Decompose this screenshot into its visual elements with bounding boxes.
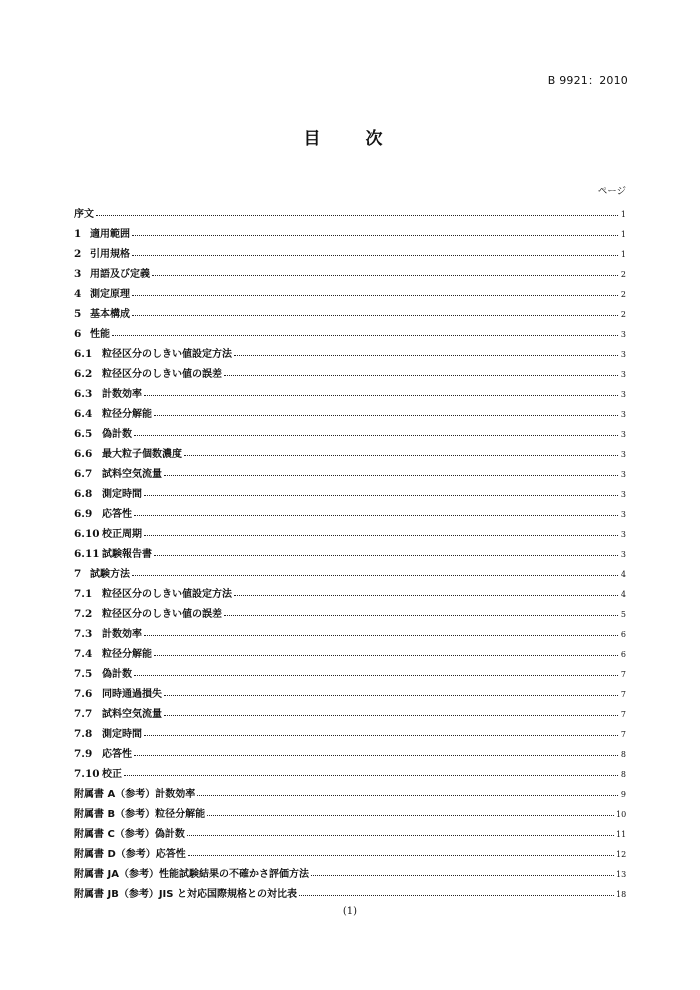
toc-entry-number: 7.7 xyxy=(74,708,93,720)
toc-entry-title: 偽計数 xyxy=(102,669,132,680)
toc-entry[interactable] xyxy=(74,820,626,840)
toc-entry-title: 試験方法 xyxy=(90,569,130,580)
toc-entry[interactable] xyxy=(74,240,626,260)
toc-entry-page: 2 xyxy=(620,290,626,299)
toc-entry-number: 2 xyxy=(74,248,82,260)
toc-entry-page: 6 xyxy=(620,650,626,659)
toc-entry[interactable] xyxy=(74,600,626,620)
dot-leader xyxy=(299,895,614,896)
toc-entry[interactable] xyxy=(74,780,626,800)
toc-entry-page: 5 xyxy=(620,610,626,619)
toc-entry[interactable] xyxy=(74,860,626,880)
toc-entry[interactable] xyxy=(74,660,626,680)
toc-entry-title: 校正 xyxy=(102,769,122,780)
dot-leader xyxy=(144,635,618,636)
toc-entry-title: 計数効率 xyxy=(102,389,142,400)
toc-entry-page: 9 xyxy=(620,790,626,799)
toc-entry-number: 7.6 xyxy=(74,688,93,700)
toc-entry-title: 用語及び定義 xyxy=(90,269,150,280)
toc-entry-number: 7.8 xyxy=(74,728,93,740)
toc-entry-number: 6.7 xyxy=(74,468,93,480)
toc-entry-title: 同時通過損失 xyxy=(102,689,162,700)
toc-entry[interactable] xyxy=(74,260,626,280)
toc-entry-number: 7.5 xyxy=(74,668,93,680)
dot-leader xyxy=(152,275,618,276)
toc-entry-page: 7 xyxy=(620,690,626,699)
toc-entry[interactable] xyxy=(74,720,626,740)
document-number: B 9921：2010 xyxy=(547,74,628,87)
toc-entry-number: 6.3 xyxy=(74,388,93,400)
dot-leader xyxy=(132,315,618,316)
dot-leader xyxy=(144,395,618,396)
toc-entry[interactable] xyxy=(74,360,626,380)
table-of-contents xyxy=(74,200,626,900)
toc-entry-page: 3 xyxy=(620,470,626,479)
toc-entry-number: 6.2 xyxy=(74,368,93,380)
dot-leader xyxy=(134,435,618,436)
dot-leader xyxy=(164,695,618,696)
toc-entry-title: 粒径区分のしきい値設定方法 xyxy=(102,349,232,360)
toc-entry-page: 3 xyxy=(620,370,626,379)
dot-leader xyxy=(187,835,614,836)
dot-leader xyxy=(154,655,618,656)
toc-entry-title: 粒径分解能 xyxy=(102,409,152,420)
dot-leader xyxy=(134,675,618,676)
toc-entry[interactable] xyxy=(74,580,626,600)
toc-entry-title: 測定原理 xyxy=(90,289,130,300)
toc-entry[interactable] xyxy=(74,540,626,560)
toc-entry-title: 附属書 C（参考）偽計数 xyxy=(74,829,185,840)
toc-entry-title: 応答性 xyxy=(102,509,132,520)
toc-entry-title: 附属書 B（参考）粒径分解能 xyxy=(74,809,206,820)
toc-entry-page: 12 xyxy=(616,850,627,859)
toc-entry-page: 10 xyxy=(616,810,627,819)
dot-leader xyxy=(96,215,618,216)
toc-entry-page: 11 xyxy=(616,830,627,839)
toc-entry[interactable] xyxy=(74,460,626,480)
toc-entry-page: 1 xyxy=(620,250,626,259)
toc-entry[interactable] xyxy=(74,620,626,640)
dot-leader xyxy=(207,815,614,816)
toc-entry-number: 4 xyxy=(74,288,82,300)
toc-entry-number: 3 xyxy=(74,268,82,280)
toc-entry[interactable] xyxy=(74,400,626,420)
dot-leader xyxy=(188,855,614,856)
toc-entry-number: 7.4 xyxy=(74,648,93,660)
toc-entry[interactable] xyxy=(74,220,626,240)
toc-entry[interactable] xyxy=(74,480,626,500)
dot-leader xyxy=(234,355,618,356)
dot-leader xyxy=(164,715,618,716)
toc-entry[interactable] xyxy=(74,420,626,440)
toc-entry-number: 7.2 xyxy=(74,608,93,620)
toc-entry-page: 3 xyxy=(620,410,626,419)
toc-entry-number: 7.9 xyxy=(74,748,93,760)
toc-entry[interactable] xyxy=(74,840,626,860)
toc-entry-page: 1 xyxy=(620,230,626,239)
toc-entry-title: 測定時間 xyxy=(102,729,142,740)
toc-entry[interactable] xyxy=(74,200,626,220)
dot-leader xyxy=(224,615,618,616)
toc-entry-title: 校正周期 xyxy=(102,529,142,540)
toc-entry-number: 6 xyxy=(74,328,82,340)
toc-entry-page: 4 xyxy=(620,570,626,579)
toc-entry[interactable] xyxy=(74,700,626,720)
toc-entry[interactable] xyxy=(74,560,626,580)
toc-entry-number: 6.9 xyxy=(74,508,93,520)
toc-entry-page: 3 xyxy=(620,550,626,559)
toc-entry-title: 粒径区分のしきい値の誤差 xyxy=(102,609,222,620)
toc-entry-number: 7.10 xyxy=(74,768,100,780)
toc-entry-title: 粒径区分のしきい値の誤差 xyxy=(102,369,222,380)
toc-entry-title: 測定時間 xyxy=(102,489,142,500)
toc-entry-page: 13 xyxy=(616,870,627,879)
toc-entry-number: 1 xyxy=(74,228,82,240)
toc-entry-page: 8 xyxy=(620,750,626,759)
toc-entry-title: 序文 xyxy=(74,209,94,220)
toc-entry-number: 7.1 xyxy=(74,588,93,600)
toc-entry-page: 6 xyxy=(620,630,626,639)
toc-entry-title: 附属書 D（参考）応答性 xyxy=(74,849,186,860)
dot-leader xyxy=(144,735,618,736)
toc-entry[interactable] xyxy=(74,800,626,820)
toc-entry-title: 附属書 A（参考）計数効率 xyxy=(74,789,196,800)
toc-entry-page: 3 xyxy=(620,330,626,339)
dot-leader xyxy=(154,555,618,556)
toc-entry[interactable] xyxy=(74,760,626,780)
toc-entry-page: 18 xyxy=(616,890,627,899)
toc-entry-page: 4 xyxy=(620,590,626,599)
toc-entry-title: 試料空気流量 xyxy=(102,709,162,720)
toc-entry-title: 計数効率 xyxy=(102,629,142,640)
dot-leader xyxy=(311,875,614,876)
dot-leader xyxy=(132,575,618,576)
toc-entry[interactable] xyxy=(74,320,626,340)
toc-entry-page: 8 xyxy=(620,770,626,779)
toc-entry-page: 3 xyxy=(620,430,626,439)
toc-entry-page: 1 xyxy=(620,210,626,219)
toc-entry-page: 3 xyxy=(620,450,626,459)
toc-entry-page: 2 xyxy=(620,310,626,319)
dot-leader xyxy=(134,515,618,516)
toc-entry[interactable] xyxy=(74,500,626,520)
dot-leader xyxy=(144,535,618,536)
dot-leader xyxy=(224,375,618,376)
toc-entry-number: 7 xyxy=(74,568,82,580)
toc-entry-title: 適用範囲 xyxy=(90,229,130,240)
dot-leader xyxy=(124,775,618,776)
toc-entry-title: 試料空気流量 xyxy=(102,469,162,480)
dot-leader xyxy=(134,755,618,756)
toc-entry-number: 6.4 xyxy=(74,408,93,420)
page-title: 目 次 xyxy=(303,129,397,149)
page-footer-number: (1) xyxy=(342,906,358,917)
toc-entry[interactable] xyxy=(74,680,626,700)
toc-entry-title: 最大粒子個数濃度 xyxy=(102,449,182,460)
dot-leader xyxy=(144,495,618,496)
toc-entry[interactable] xyxy=(74,280,626,300)
toc-entry[interactable] xyxy=(74,520,626,540)
toc-entry-title: 偽計数 xyxy=(102,429,132,440)
toc-entry-title: 引用規格 xyxy=(90,249,130,260)
dot-leader xyxy=(112,335,618,336)
toc-entry[interactable] xyxy=(74,300,626,320)
toc-entry-number: 6.8 xyxy=(74,488,93,500)
dot-leader xyxy=(132,235,618,236)
toc-entry-page: 3 xyxy=(620,390,626,399)
toc-entry-number: 6.6 xyxy=(74,448,93,460)
dot-leader xyxy=(184,455,618,456)
toc-entry-title: 性能 xyxy=(90,329,110,340)
dot-leader xyxy=(154,415,618,416)
dot-leader xyxy=(132,255,618,256)
toc-entry-title: 附属書 JA（参考）性能試験結果の不確かさ評価方法 xyxy=(74,869,309,880)
dot-leader xyxy=(132,295,618,296)
toc-entry-number: 7.3 xyxy=(74,628,93,640)
toc-entry-page: 3 xyxy=(620,510,626,519)
toc-entry-page: 3 xyxy=(620,490,626,499)
toc-entry[interactable] xyxy=(74,640,626,660)
toc-entry-title: 応答性 xyxy=(102,749,132,760)
toc-entry[interactable] xyxy=(74,380,626,400)
page-column-label: ページ xyxy=(597,186,626,197)
toc-entry-page: 7 xyxy=(620,710,626,719)
toc-entry-page: 3 xyxy=(620,530,626,539)
dot-leader xyxy=(164,475,618,476)
toc-entry-page: 7 xyxy=(620,670,626,679)
toc-entry-number: 5 xyxy=(74,308,82,320)
toc-entry-number: 6.11 xyxy=(74,548,100,560)
toc-entry-number: 6.10 xyxy=(74,528,100,540)
toc-entry-title: 基本構成 xyxy=(90,309,130,320)
dot-leader xyxy=(234,595,618,596)
toc-entry-title: 附属書 JB（参考）JIS と対応国際規格との対比表 xyxy=(74,889,297,900)
toc-entry[interactable] xyxy=(74,440,626,460)
toc-entry-title: 試験報告書 xyxy=(102,549,152,560)
toc-entry-number: 6.1 xyxy=(74,348,93,360)
toc-entry-page: 2 xyxy=(620,270,626,279)
toc-entry-title: 粒径区分のしきい値設定方法 xyxy=(102,589,232,600)
toc-entry-page: 7 xyxy=(620,730,626,739)
toc-entry[interactable] xyxy=(74,340,626,360)
toc-entry[interactable] xyxy=(74,740,626,760)
toc-entry[interactable] xyxy=(74,880,626,900)
dot-leader xyxy=(197,795,618,796)
toc-entry-page: 3 xyxy=(620,350,626,359)
toc-entry-title: 粒径分解能 xyxy=(102,649,152,660)
toc-entry-number: 6.5 xyxy=(74,428,93,440)
